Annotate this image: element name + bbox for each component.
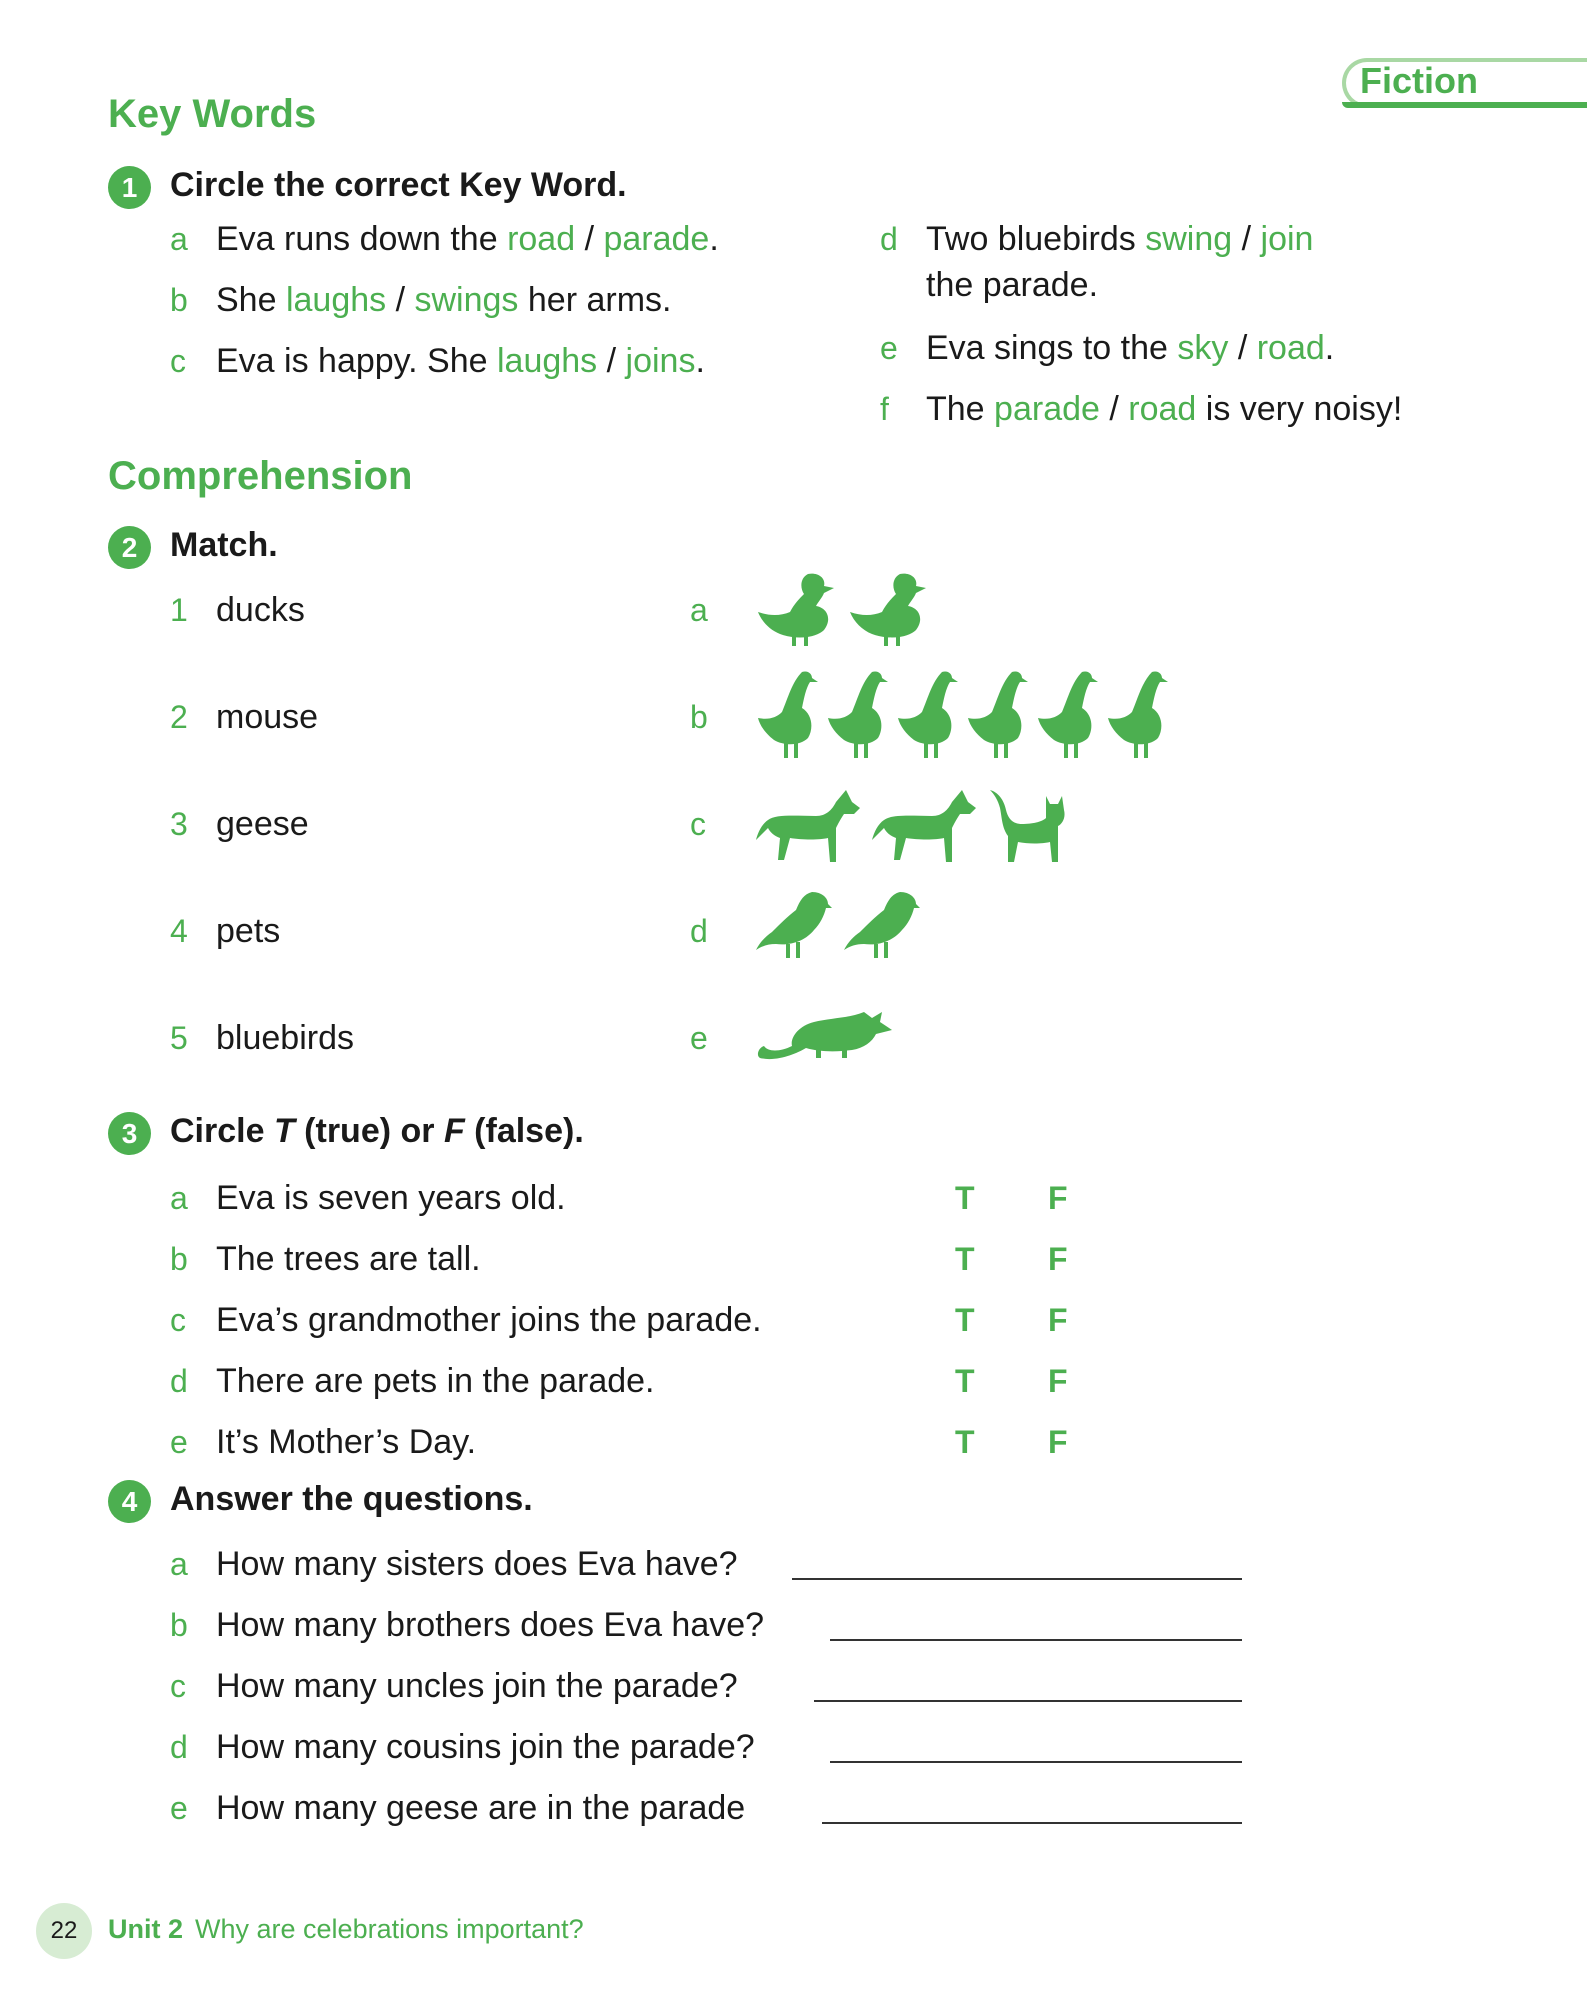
separator: / — [1232, 220, 1261, 258]
item-text: Eva is happy. She — [216, 342, 497, 380]
picture-e-mouse[interactable] — [756, 1008, 892, 1074]
item-text: She — [216, 281, 286, 319]
item-text: Eva runs down the — [216, 220, 508, 258]
picture-c-pets[interactable] — [756, 788, 1066, 864]
answer-line[interactable] — [830, 1639, 1242, 1641]
false-option[interactable]: F — [1048, 1424, 1068, 1460]
match-number: 2 — [170, 699, 188, 735]
goose-icon — [966, 668, 1028, 760]
key-word-item-e — [926, 328, 1334, 368]
false-option[interactable]: F — [1048, 1180, 1068, 1216]
tf-statement: Eva is seven years old. — [216, 1179, 566, 1217]
tf-statement: Eva’s grandmother joins the parade. — [216, 1301, 762, 1339]
false-option[interactable]: F — [1048, 1302, 1068, 1338]
false-option[interactable]: F — [1048, 1241, 1068, 1277]
key-word-item-a — [216, 219, 719, 259]
cat-icon — [988, 788, 1066, 864]
fiction-label: Fiction — [1360, 60, 1478, 101]
match-number: 3 — [170, 806, 188, 842]
match-word-mouse: mouse — [216, 698, 319, 736]
true-option[interactable]: T — [955, 1180, 975, 1216]
match-number: 4 — [170, 913, 188, 949]
option-swings[interactable]: swings — [414, 281, 519, 319]
answer-line[interactable] — [792, 1578, 1242, 1580]
question-letter: c — [170, 1668, 186, 1704]
item-text-end: . — [709, 220, 719, 258]
picture-b-geese[interactable] — [756, 668, 1168, 760]
footer-unit-title — [108, 1914, 584, 1945]
tf-letter: b — [170, 1241, 188, 1277]
duck-icon — [756, 568, 836, 650]
option-parade[interactable]: parade — [994, 390, 1100, 428]
key-words-title: Key Words — [108, 92, 317, 136]
tf-letter: a — [170, 1180, 188, 1216]
match-word-bluebirds: bluebirds — [216, 1019, 354, 1057]
item-letter: e — [880, 330, 898, 366]
match-number: 5 — [170, 1020, 188, 1056]
item-text-end: her arms. — [518, 281, 672, 319]
item-letter: a — [170, 221, 188, 257]
key-word-item-f — [926, 389, 1402, 429]
exercise-2-number: 2 — [108, 526, 151, 569]
item-text: Two bluebirds — [926, 220, 1146, 258]
tf-statement: It’s Mother’s Day. — [216, 1423, 477, 1461]
tf-letter: c — [170, 1302, 186, 1338]
key-word-item-c — [216, 341, 705, 381]
picture-d-bluebirds[interactable] — [756, 890, 920, 962]
item-letter: c — [170, 343, 186, 379]
item-letter: d — [880, 221, 898, 257]
answer-line[interactable] — [814, 1700, 1242, 1702]
picture-letter: c — [690, 806, 706, 842]
goose-icon — [1106, 668, 1168, 760]
false-option[interactable]: F — [1048, 1363, 1068, 1399]
picture-letter: d — [690, 913, 708, 949]
option-laughs[interactable]: laughs — [285, 281, 387, 319]
key-word-item-d — [926, 219, 1313, 259]
item-letter: b — [170, 282, 188, 318]
picture-letter: a — [690, 592, 708, 628]
option-joins[interactable]: joins — [625, 342, 696, 380]
comprehension-title: Comprehension — [108, 454, 413, 498]
option-parade[interactable]: parade — [603, 220, 710, 258]
key-word-item-d-line2: the parade. — [926, 266, 1099, 304]
exercise-1-instruction: Circle the correct Key Word. — [170, 166, 627, 204]
question-text: How many geese are in the parade — [216, 1789, 746, 1827]
picture-letter: b — [690, 699, 708, 735]
option-road[interactable]: road — [1128, 390, 1197, 428]
page-number: 22 — [36, 1903, 92, 1959]
item-letter: f — [880, 391, 889, 427]
item-text: Eva sings to the — [926, 329, 1178, 367]
separator: / — [1228, 329, 1257, 367]
question-letter: d — [170, 1729, 188, 1765]
match-word-pets: pets — [216, 912, 281, 950]
separator: / — [597, 342, 626, 380]
mouse-icon — [756, 1008, 892, 1074]
goose-icon — [826, 668, 888, 760]
bluebird-icon — [756, 890, 832, 962]
goose-icon — [756, 668, 818, 760]
true-option[interactable]: T — [955, 1363, 975, 1399]
unit-title: Why are celebrations important? — [195, 1914, 584, 1944]
question-text: How many sisters does Eva have? — [216, 1545, 738, 1583]
match-word-geese: geese — [216, 805, 309, 843]
exercise-3-instruction: Circle T (true) or F (false). — [170, 1112, 584, 1150]
unit-label: Unit 2 — [108, 1914, 184, 1944]
separator: / — [1099, 390, 1129, 428]
option-swing[interactable]: swing — [1145, 220, 1233, 258]
question-text: How many cousins join the parade? — [216, 1728, 755, 1766]
question-text: How many uncles join the parade? — [216, 1667, 738, 1705]
tf-statement: There are pets in the parade. — [216, 1362, 655, 1400]
picture-letter: e — [690, 1020, 708, 1056]
exercise-4-instruction: Answer the questions. — [170, 1480, 533, 1518]
dog-icon — [872, 788, 976, 864]
item-text: The — [926, 390, 995, 428]
question-text: How many brothers does Eva have? — [216, 1606, 765, 1644]
option-join[interactable]: join — [1260, 220, 1314, 258]
option-sky[interactable]: sky — [1177, 329, 1229, 367]
question-letter: a — [170, 1546, 188, 1582]
exercise-1-number: 1 — [108, 166, 151, 209]
exercise-3-number: 3 — [108, 1112, 151, 1155]
exercise-2-instruction: Match. — [170, 526, 278, 564]
item-text-end: is very noisy! — [1196, 390, 1403, 428]
question-letter: e — [170, 1790, 188, 1826]
option-laughs[interactable]: laughs — [496, 342, 598, 380]
true-option[interactable]: T — [955, 1424, 975, 1460]
item-text-end: . — [1324, 329, 1335, 367]
goose-icon — [1036, 668, 1098, 760]
separator: / — [386, 281, 415, 319]
bluebird-icon — [844, 890, 920, 962]
true-option[interactable]: T — [955, 1302, 975, 1338]
separator: / — [575, 220, 604, 258]
tf-letter: e — [170, 1424, 188, 1460]
true-option[interactable]: T — [955, 1241, 975, 1277]
dog-icon — [756, 788, 860, 864]
picture-a-ducks[interactable] — [756, 568, 928, 650]
tf-statement: The trees are tall. — [216, 1240, 481, 1278]
exercise-4-number: 4 — [108, 1480, 151, 1523]
answer-line[interactable] — [830, 1761, 1242, 1763]
option-road[interactable]: road — [507, 220, 576, 258]
match-word-ducks: ducks — [216, 591, 305, 629]
item-text-end: . — [695, 342, 705, 380]
tf-letter: d — [170, 1363, 188, 1399]
answer-line[interactable] — [822, 1822, 1242, 1824]
option-road[interactable]: road — [1256, 329, 1325, 367]
goose-icon — [896, 668, 958, 760]
question-letter: b — [170, 1607, 188, 1643]
key-word-item-b — [216, 280, 671, 320]
duck-icon — [848, 568, 928, 650]
match-number: 1 — [170, 592, 188, 628]
